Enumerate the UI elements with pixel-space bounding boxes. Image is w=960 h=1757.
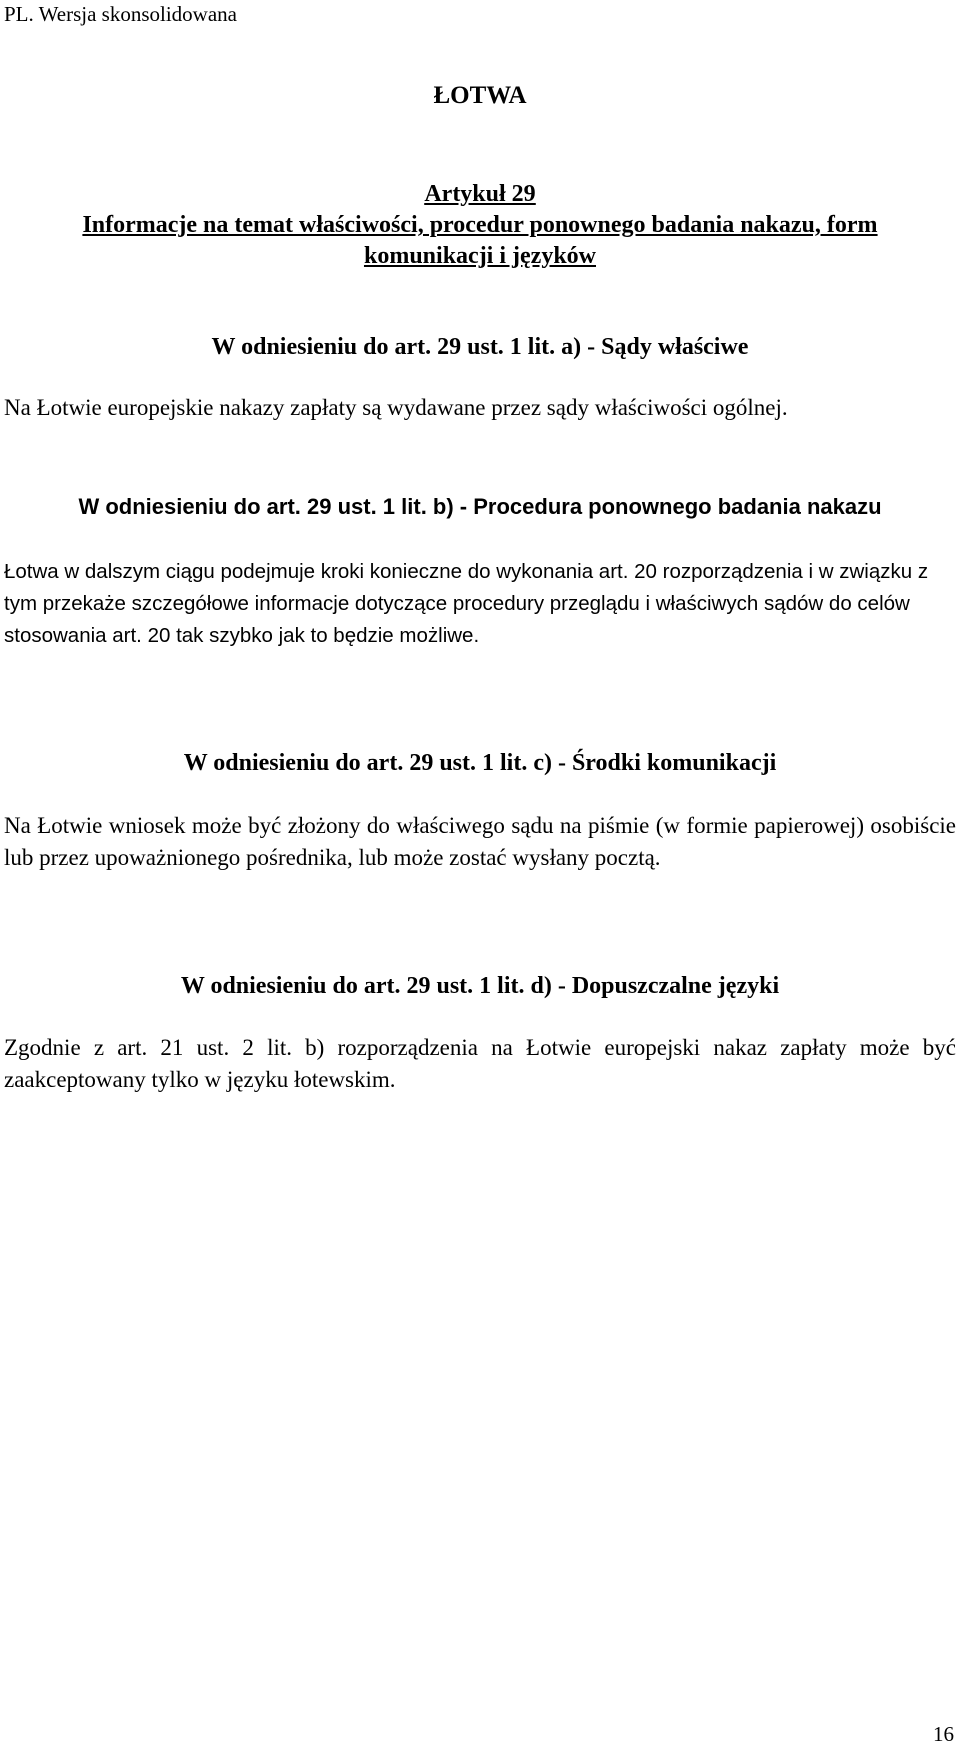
page-number: 16 — [933, 1722, 954, 1746]
header-note: PL. Wersja skonsolidowana — [4, 2, 237, 26]
section-text-c: Na Łotwie wniosek może być złożony do właściwego sądu na piśmie (w formie papierowej) osobiście lub przez upoważnionego pośrednika, lub może zostać wysłany pocztą. — [4, 813, 956, 870]
article-title-line2: komunikacji i języków — [363, 243, 596, 269]
section-heading-d: W odniesieniu do art. 29 ust. 1 lit. d) - Dopuszczalne języki — [180, 973, 780, 999]
section-text-a: Na Łotwie europejskie nakazy zapłaty są wydawane przez sądy właściwości ogólnej. — [4, 395, 788, 420]
section-text-d: Zgodnie z art. 21 ust. 2 lit. b) rozporządzenia na Łotwie europejski nakaz zapłaty może być zaakceptowany tylko w języku łotewskim. — [4, 1035, 956, 1092]
section-heading-a: W odniesieniu do art. 29 ust. 1 lit. a) - Sądy właściwe — [211, 334, 749, 360]
country-title: ŁOTWA — [433, 82, 527, 109]
section-text-b: Łotwa w dalszym ciągu podejmuje kroki konieczne do wykonania art. 20 rozporządzenia i w związku z tym przekaże szczegółowe informacje dotyczące procedury przeglądu i właściwych sądów do celów stosowania art. 20 tak szybko jak to będzie możliwe. — [4, 560, 929, 647]
section-heading-b: W odniesieniu do art. 29 ust. 1 lit. b) - Procedura ponownego badania nakazu — [78, 494, 882, 519]
section-heading-c: W odniesieniu do art. 29 ust. 1 lit. c) - Środki komunikacji — [183, 750, 777, 776]
article-title-line1: Informacje na temat właściwości, procedur ponownego badania nakazu, form — [82, 212, 878, 238]
article-heading — [0, 179, 960, 272]
article-number: Artykuł 29 — [424, 181, 536, 207]
